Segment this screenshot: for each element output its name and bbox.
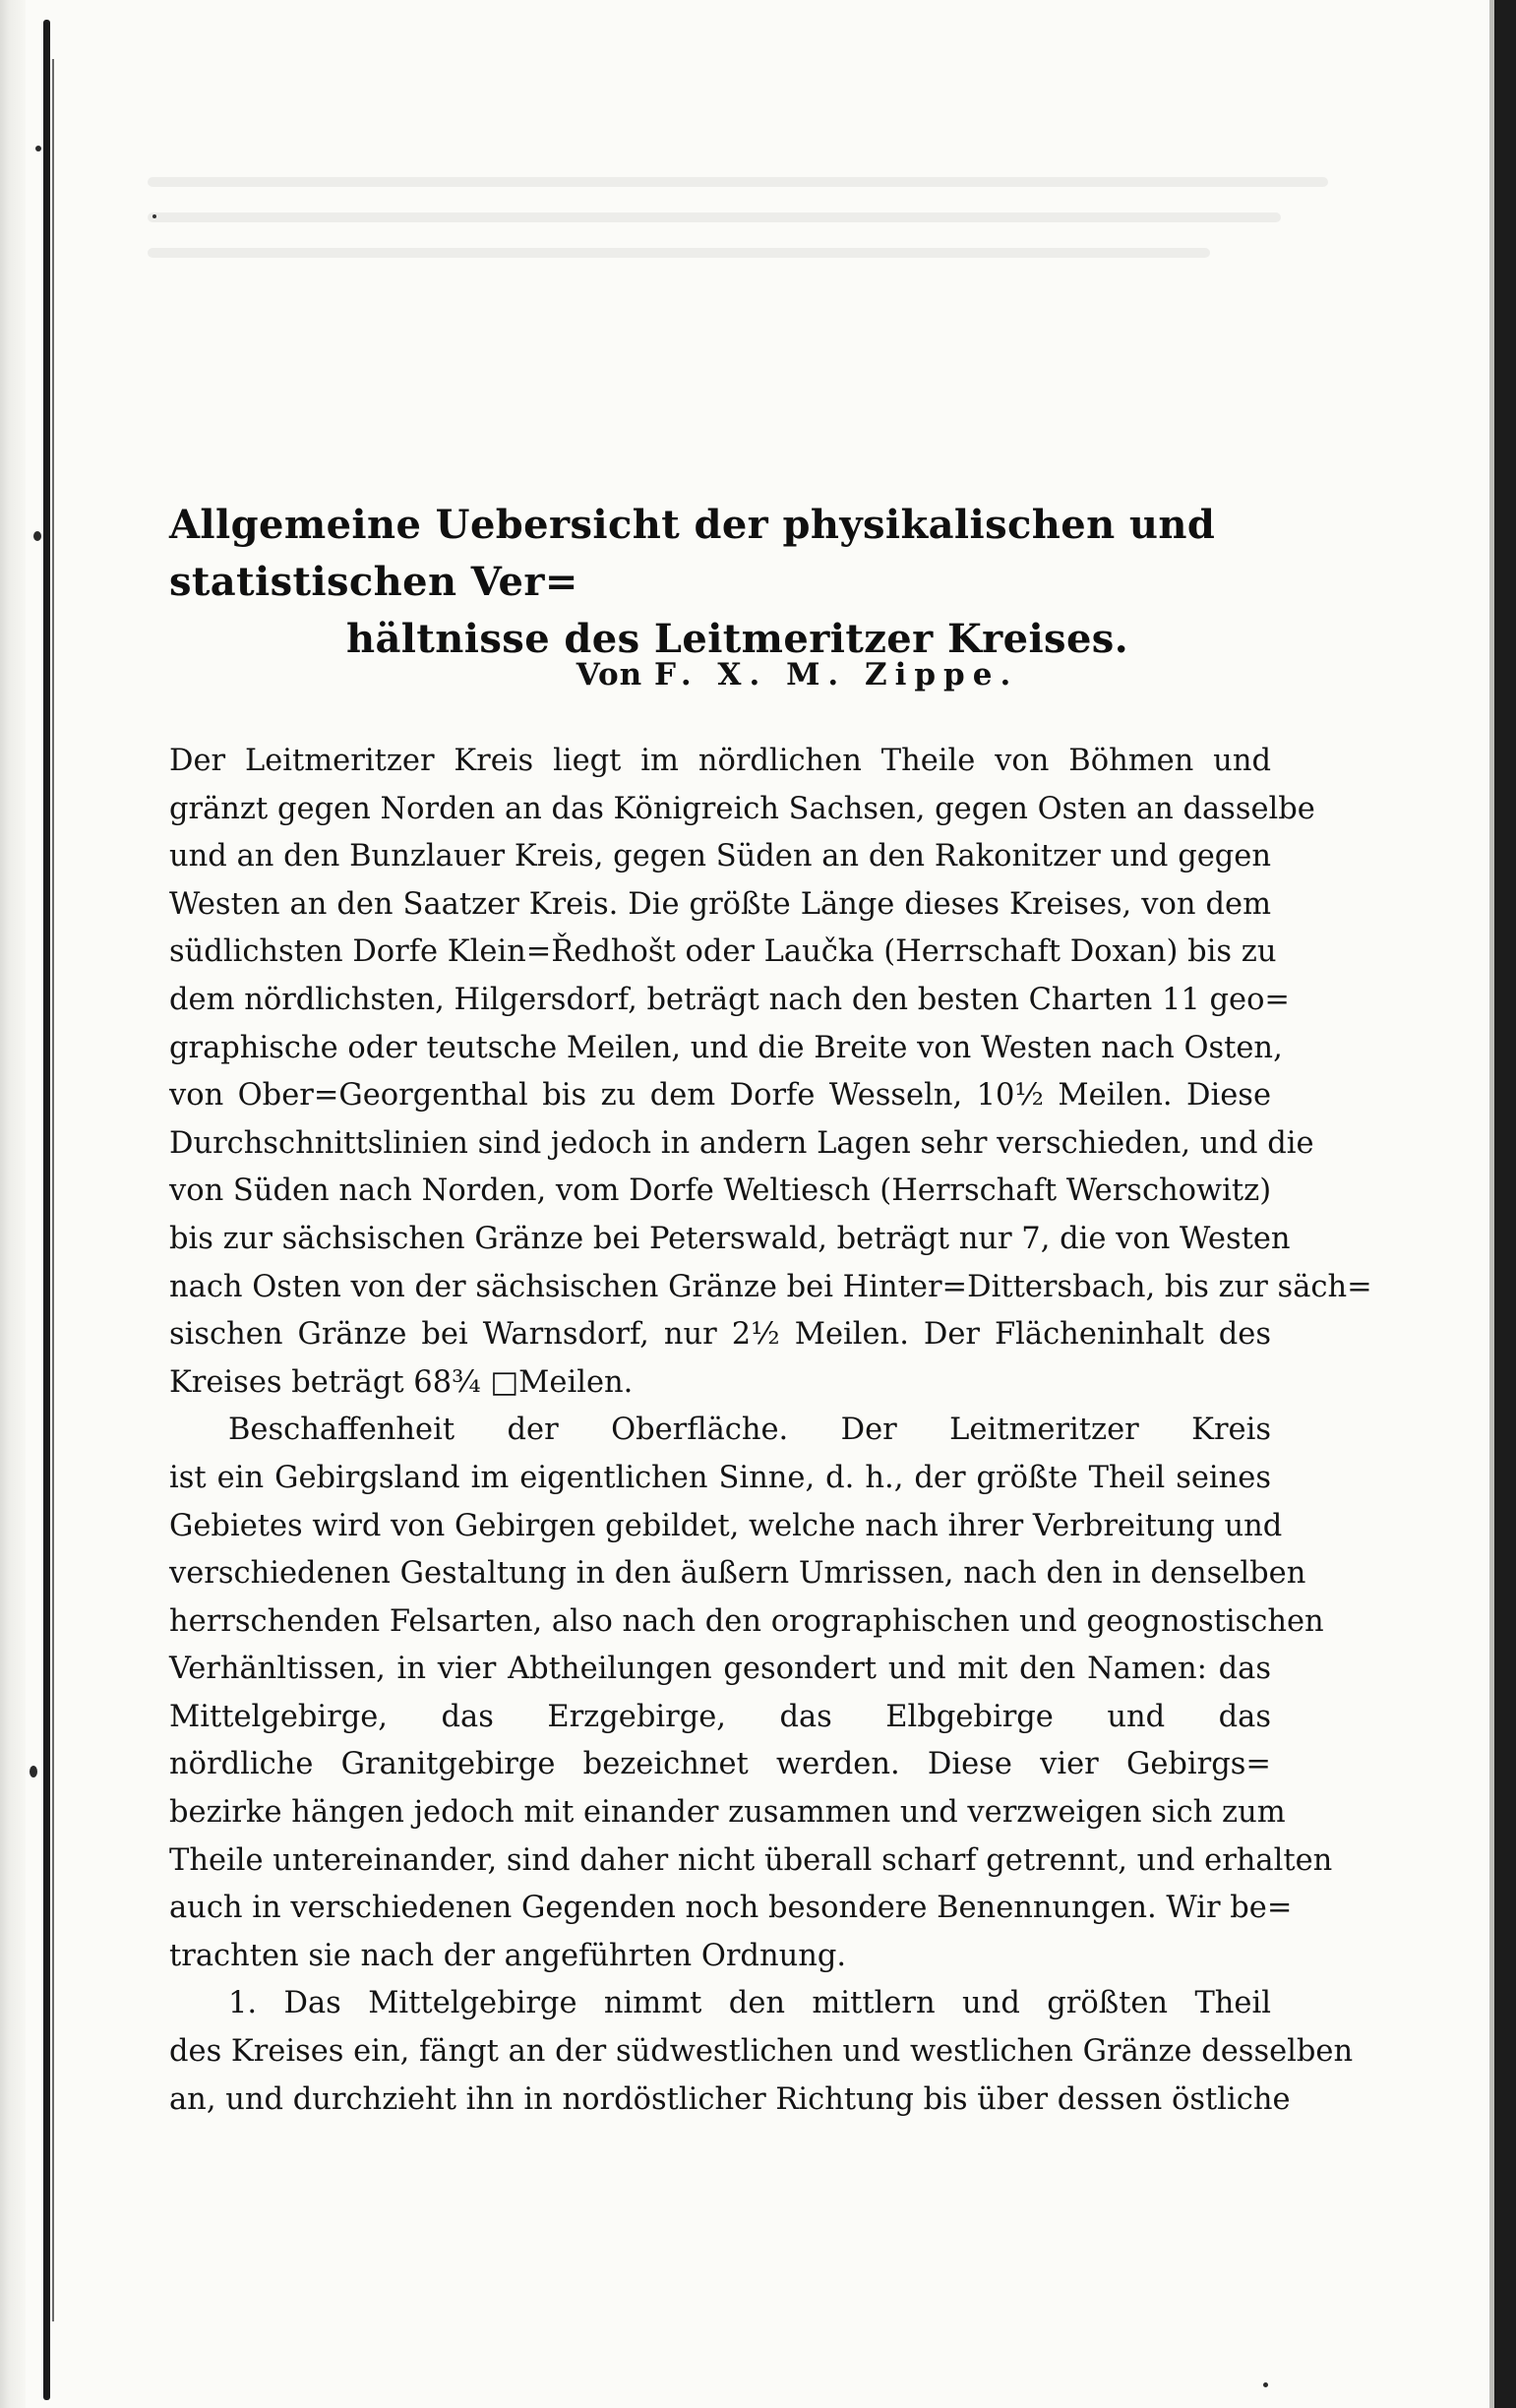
text-line: gränzt gegen Norden an das Königreich Sachsen, gegen Osten an dasselbe	[169, 791, 1315, 826]
text-line: bezirke hängen jedoch mit einander zusammen und verzweigen sich zum	[169, 1795, 1286, 1831]
text-line: verschiedenen Gestaltung in den äußern Umrissen, nach den in denselben	[169, 1556, 1306, 1592]
ink-speck	[35, 146, 41, 151]
text-line: nördliche Granitgebirge bezeichnet werden. Diese vier Gebirgs=	[169, 1747, 1271, 1782]
text-line: Beschaffenheit der Oberfläche. Der Leitmeritzer Kreis	[228, 1413, 1271, 1448]
text-line: nach Osten von der sächsischen Gränze bei Hinter=Dittersbach, bis zur säch=	[169, 1269, 1372, 1304]
bleed-through-text	[148, 177, 1328, 472]
paragraph-mittelgebirge	[169, 1980, 1354, 2124]
text-line: ist ein Gebirgsland im eigentlichen Sinne, d. h., der größte Theil seines	[169, 1460, 1271, 1495]
text-line: 1. Das Mittelgebirge nimmt den mittlern und größten Theil	[228, 1986, 1271, 2021]
text-line: von Süden nach Norden, vom Dorfe Weltiesch (Herrschaft Werschowitz)	[169, 1174, 1272, 1209]
text-line: bis zur sächsischen Gränze bei Peterswald, beträgt nur 7, die von Westen	[169, 1221, 1291, 1256]
text-line: und an den Bunzlauer Kreis, gegen Süden an den Rakonitzer und gegen	[169, 839, 1271, 874]
article-body	[169, 738, 1372, 2124]
text-line: Gebietes wird von Gebirgen gebildet, welche nach ihrer Verbreitung und	[169, 1508, 1283, 1543]
paragraph-intro	[169, 738, 1372, 1407]
text-line: auch in verschiedenen Gegenden noch besondere Benennungen. Wir be=	[169, 1891, 1293, 1926]
text-line: Durchschnittslinien sind jedoch in andern Lagen sehr verschieden, und die	[169, 1125, 1314, 1161]
text-line: des Kreises ein, fängt an der südwestlichen und westlichen Gränze desselben	[169, 2034, 1354, 2070]
article-title	[169, 497, 1310, 668]
page-right-edge	[1494, 0, 1516, 2408]
text-line: Verhänltissen, in vier Abtheilungen gesondert und mit den Namen: das	[169, 1652, 1271, 1687]
author-name: F. X. M. Zippe.	[653, 657, 1019, 692]
text-line: Westen an den Saatzer Kreis. Die größte Länge dieses Kreises, von dem	[169, 886, 1271, 922]
paragraph-surface	[169, 1407, 1333, 1980]
binding-shadow-secondary	[52, 59, 54, 2321]
text-line: Theile untereinander, sind daher nicht überall scharf getrennt, und erhalten	[169, 1842, 1333, 1878]
byline-prefix: Von	[576, 657, 643, 692]
text-line: von Ober=Georgenthal bis zu dem Dorfe Wesseln, 10½ Meilen. Diese	[169, 1078, 1271, 1114]
text-line: dem nördlichsten, Hilgersdorf, beträgt nach den besten Charten 11 geo=	[169, 982, 1290, 1017]
binding-shadow	[43, 20, 50, 2400]
title-line-1: Allgemeine Uebersicht der physikalischen und statistischen Ver=	[169, 502, 1216, 605]
author-byline	[0, 657, 1516, 692]
ink-speck	[1263, 2382, 1268, 2387]
text-line: Mittelgebirge, das Erzgebirge, das Elbgebirge und das	[169, 1699, 1271, 1734]
text-line: Kreises beträgt 68¾ □Meilen.	[169, 1364, 634, 1400]
page-left-edge	[0, 0, 26, 2408]
ink-speck	[33, 531, 41, 541]
text-line: Der Leitmeritzer Kreis liegt im nördlichen Theile von Böhmen und	[169, 744, 1271, 778]
text-line: herrschenden Felsarten, also nach den orographischen und geognostischen	[169, 1603, 1324, 1639]
text-line: sischen Gränze bei Warnsdorf, nur 2½ Meilen. Der Flächeninhalt des	[169, 1317, 1271, 1353]
text-line: an, und durchzieht ihn in nordöstlicher Richtung bis über dessen östliche	[169, 2081, 1291, 2117]
ink-speck	[30, 1766, 37, 1777]
text-line: trachten sie nach der angeführten Ordnung.	[169, 1938, 847, 1973]
text-line: südlichsten Dorfe Klein=Ředhošt oder Laučka (Herrschaft Doxan) bis zu	[169, 934, 1277, 970]
title-line-2: hältnisse des Leitmeritzer Kreises.	[346, 616, 1129, 662]
text-line: graphische oder teutsche Meilen, und die Breite von Westen nach Osten,	[169, 1030, 1283, 1065]
